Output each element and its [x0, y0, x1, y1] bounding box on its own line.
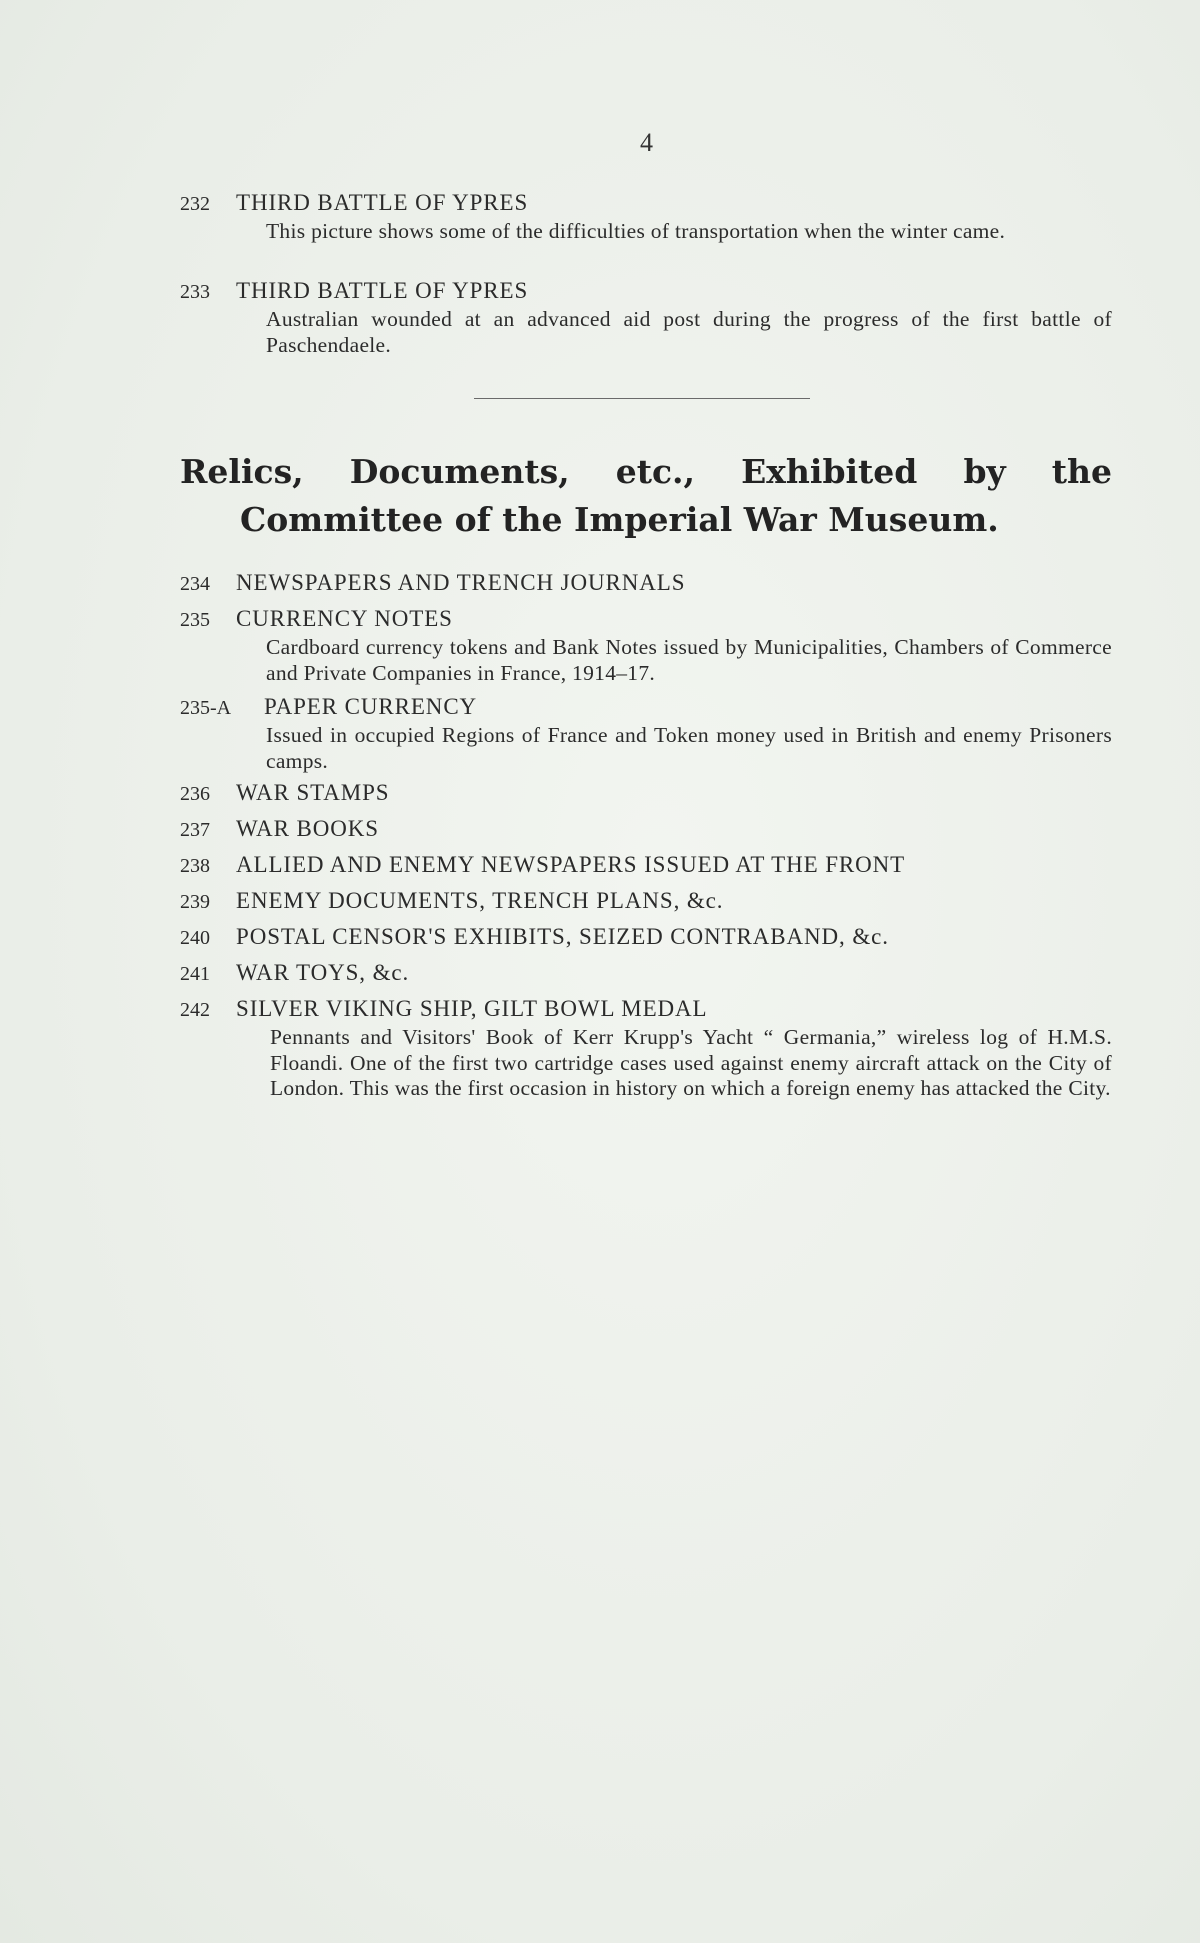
entry-description: Pennants and Visitors' Book of Kerr Krupp's Yacht “ Germania,” wireless log of H.M.S. Floandi. One of the first two cartridge cases used against enemy aircraft attack on the City of London. This was the first occasion in history on which a foreign enemy has attacked the City.	[270, 1025, 1112, 1100]
entry-number: 238	[180, 855, 210, 877]
entry-number: 233	[180, 281, 210, 303]
entry-description: This picture shows some of the difficulties of transportation when the winter came.	[266, 219, 1006, 243]
entry-number: 239	[180, 891, 210, 913]
entry-title: ALLIED AND ENEMY NEWSPAPERS ISSUED AT THE FRONT	[236, 852, 906, 877]
catalog-entry-236	[180, 778, 1112, 809]
entry-title: PAPER CURRENCY	[264, 694, 478, 719]
catalog-entry-235-a	[180, 692, 1112, 774]
catalog-entry-232	[180, 188, 1112, 245]
entry-title: NEWSPAPERS AND TRENCH JOURNALS	[236, 570, 686, 595]
page-number: 4	[640, 128, 653, 157]
entry-number: 237	[180, 819, 210, 841]
section-heading-line-2: Committee of the Imperial War Museum.	[240, 500, 999, 539]
entry-title: WAR STAMPS	[236, 780, 390, 805]
catalog-entry-239	[180, 886, 1112, 917]
entry-number: 235-A	[180, 697, 232, 719]
entry-description: Australian wounded at an advanced aid post during the progress of the first battle of Paschendaele.	[266, 307, 1112, 357]
entry-number: 240	[180, 927, 210, 949]
catalog-entry-234	[180, 568, 1112, 599]
section-heading-line-1: Relics, Documents, etc., Exhibited by the	[180, 452, 1112, 491]
catalog-entry-235	[180, 604, 1112, 686]
entry-title: WAR BOOKS	[236, 816, 379, 841]
entry-title: THIRD BATTLE OF YPRES	[236, 278, 529, 303]
entry-description: Issued in occupied Regions of France and Token money used in British and enemy Prisoners camps.	[266, 723, 1112, 773]
entry-description: Cardboard currency tokens and Bank Notes issued by Municipalities, Chambers of Commerce and Private Companies in France, 1914–17.	[266, 635, 1112, 685]
entry-number: 232	[180, 193, 210, 215]
entry-title: THIRD BATTLE OF YPRES	[236, 190, 529, 215]
catalog-entry-241	[180, 958, 1112, 989]
entry-title: ENEMY DOCUMENTS, TRENCH PLANS, &c.	[236, 888, 724, 913]
entry-title: POSTAL CENSOR'S EXHIBITS, SEIZED CONTRABAND, &c.	[236, 924, 889, 949]
entry-number: 242	[180, 999, 210, 1021]
entry-title: WAR TOYS, &c.	[236, 960, 410, 985]
entry-number: 241	[180, 963, 210, 985]
entry-number: 234	[180, 573, 210, 595]
catalog-entry-233	[180, 276, 1112, 358]
catalog-entry-237	[180, 814, 1112, 845]
catalog-entry-240	[180, 922, 1112, 953]
catalog-entry-242	[180, 994, 1112, 1102]
section-heading	[180, 448, 1112, 544]
entry-title: CURRENCY NOTES	[236, 606, 453, 631]
entry-number: 236	[180, 783, 210, 805]
section-divider	[474, 398, 810, 399]
catalog-entry-238	[180, 850, 1112, 881]
entry-number: 235	[180, 609, 210, 631]
entry-title: SILVER VIKING SHIP, GILT BOWL MEDAL	[236, 996, 708, 1021]
